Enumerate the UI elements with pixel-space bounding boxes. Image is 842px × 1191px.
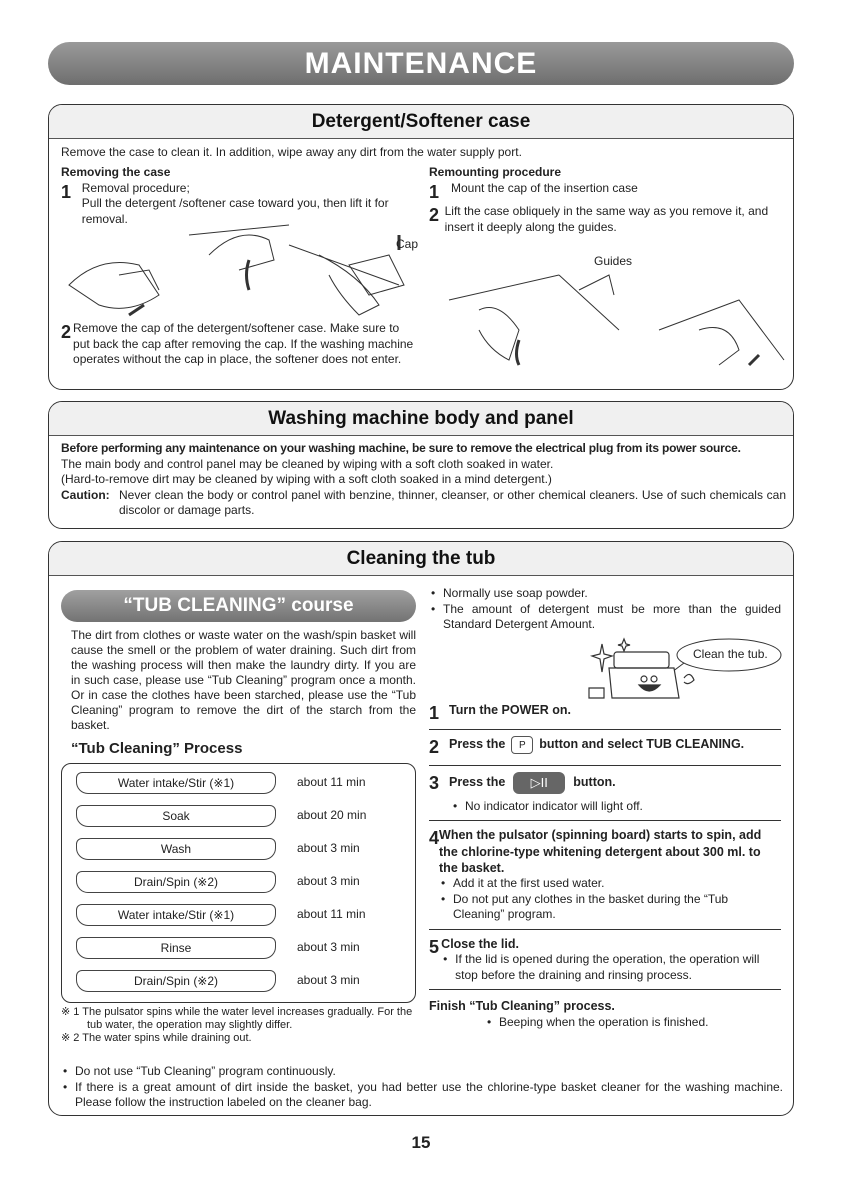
process-time: about 11 min (297, 906, 366, 921)
bottom-note: • Do not use “Tub Cleaning” program continuously. (61, 1064, 783, 1080)
tip-item: • Normally use soap powder. (429, 586, 781, 602)
step-note: • If the lid is opened during the operation, the operation will stop before the draining and rinsing process. (441, 952, 781, 983)
intro-text: Remove the case to clean it. In addition, wipe away any dirt from the water supply port. (61, 145, 522, 159)
process-step: Drain/Spin (※2) (76, 970, 276, 992)
step-note: • No indicator indicator will light off. (451, 799, 781, 815)
process-step: Drain/Spin (※2) (76, 871, 276, 893)
finish-note: • Beeping when the operation is finished. (485, 1015, 781, 1031)
process-time: about 20 min (297, 807, 367, 822)
step-number: 1 (429, 181, 440, 202)
process-time: about 3 min (297, 972, 360, 987)
left-column (61, 590, 416, 1045)
section-title: Detergent/Softener case (49, 105, 793, 139)
remount-illustration (439, 270, 789, 380)
step-text: Close the lid. (441, 936, 519, 951)
step-number: 2 (61, 322, 72, 342)
remounting-heading: Remounting procedure (429, 165, 562, 179)
warning-text: Before performing any maintenance on your washing machine, be sure to remove the electrical plug from its power source. (61, 441, 741, 455)
step-text: Remove the cap of the detergent/softener case. Make sure to put back the cap after removing the cap. If the washing machine operates without the cap in place, the softener does not enter. (73, 321, 414, 367)
footnote-2: ※ 2 The water spins while draining out. (61, 1031, 252, 1044)
section-body-panel (48, 401, 794, 529)
step-note: • Do not put any clothes in the basket during the “Tub Cleaning” program. (439, 892, 781, 923)
section-title: Cleaning the tub (49, 542, 793, 576)
step-text: When the pulsator (spinning board) starts to spin, add the chlorine-type whitening detergent about 300 ml. to the basket. (439, 828, 762, 875)
process-time: about 3 min (297, 939, 360, 954)
start-pause-button-icon: ▷II (513, 772, 565, 794)
page-number: 15 (411, 1133, 431, 1152)
step-text: button. (573, 775, 616, 790)
step-text: Press the (449, 775, 506, 790)
course-banner: “TUB CLEANING” course (61, 590, 416, 622)
step-number: 4 (429, 828, 440, 849)
bottom-note: • If there is a great amount of dirt inside the basket, you had better use the chlorine-type basket cleaner for the washing machine. Please follow the instruction labeled on the cleaner bag. (61, 1080, 783, 1111)
finish-heading: Finish “Tub Cleaning” process. (429, 999, 615, 1014)
step-number: 5 (429, 936, 440, 957)
steps-list (429, 702, 781, 1030)
step-text: button and select TUB CLEANING. (539, 737, 745, 752)
step-text: Lift the case obliquely in the same way as you remove it, and insert it deeply along the guides. (444, 203, 769, 234)
process-title: “Tub Cleaning” Process (71, 740, 243, 757)
step-text: Pull the detergent /softener case toward you, then lift it for removal. (81, 196, 389, 226)
cap-label: Cap (396, 237, 419, 251)
step-number: 3 (429, 773, 440, 794)
process-time: about 3 min (297, 873, 360, 888)
body-text: The main body and control panel may be cleaned by wiping with a soft cloth soaked in water. (61, 456, 554, 471)
step-number: 2 (429, 204, 440, 225)
body-text: (Hard-to-remove dirt may be cleaned by wiping with a soft cloth soaked in a mind detergent.) (61, 472, 552, 487)
step-note: • Add it at the first used water. (439, 876, 781, 892)
process-time: about 11 min (297, 774, 366, 789)
process-step: Soak (76, 805, 276, 827)
step-text: Mount the cap of the insertion case (451, 180, 638, 195)
process-box (61, 763, 416, 1003)
removal-illustration (59, 215, 429, 320)
process-time: about 3 min (297, 840, 360, 855)
process-step: Rinse (76, 937, 276, 959)
step-text: Press the (449, 737, 506, 752)
section-cleaning-tub (48, 541, 794, 1116)
program-button-icon: P (511, 736, 533, 754)
section-detergent-case (48, 104, 794, 390)
section-title: Washing machine body and panel (49, 402, 793, 436)
step-number: 1 (429, 703, 440, 723)
page-banner: MAINTENANCE (48, 42, 794, 85)
step-number: 2 (429, 737, 440, 757)
step-text: Removal procedure; (81, 180, 190, 195)
course-intro: The dirt from clothes or waste water on the wash/spin basket will cause the smell or the problem of water draining. Such dirt from the washing process will then make the laundry dirty. If you are in such case, please use “Tub Cleaning” program once a month. Or in case the clothes have been starched, please use the “Tub Cleaning” program to remove the dirt of the starch from the basket. (71, 628, 416, 732)
guides-label: Guides (594, 254, 633, 268)
removing-heading: Removing the case (61, 165, 171, 179)
process-step: Wash (76, 838, 276, 860)
step-text: Turn the POWER on. (449, 703, 571, 717)
process-step: Water intake/Stir (※1) (76, 772, 276, 794)
caution-text: Never clean the body or control panel with benzine, thinner, cleanser, or other chemical cleaners. Use of such chemicals can discolor or damage parts. (119, 487, 786, 518)
step-number: 1 (61, 181, 72, 202)
caution-label: Caution: (61, 487, 110, 502)
tip-item: • The amount of detergent must be more than the guided Standard Detergent Amount. (429, 602, 781, 633)
process-step: Water intake/Stir (※1) (76, 904, 276, 926)
footnote-1: ※ 1 The pulsator spins while the water level increases gradually. For the tub water, the operation may slightly differ. (61, 1005, 413, 1031)
speech-bubble-text: Clean the tub. (693, 647, 768, 661)
